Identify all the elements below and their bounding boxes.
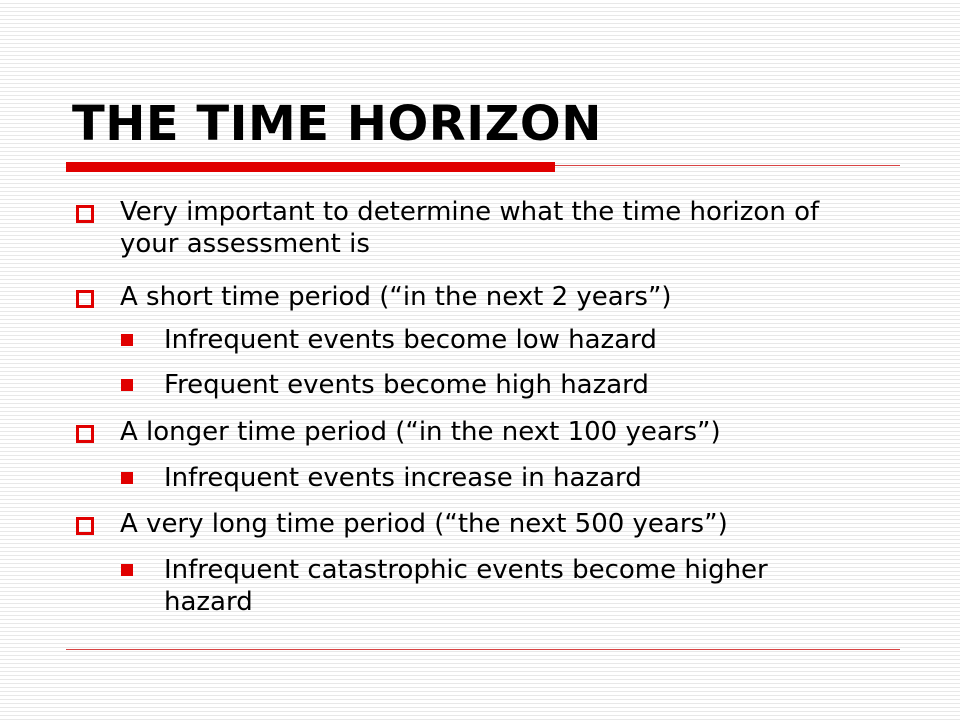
sub-bullet-item xyxy=(118,369,858,401)
sub-bullet-text: Infrequent catastrophic events become higher hazard xyxy=(164,555,768,617)
hollow-square-bullet-icon xyxy=(74,281,120,313)
slide-title: THE TIME HORIZON xyxy=(72,96,602,152)
filled-square-bullet-icon xyxy=(118,369,164,401)
hollow-square-bullet-icon xyxy=(74,196,120,228)
bullet-text: Very important to determine what the time horizon of your assessment is xyxy=(120,197,820,259)
filled-square-bullet-icon xyxy=(118,554,164,586)
bullet-text: A longer time period (“in the next 100 years”) xyxy=(120,417,721,447)
sub-bullet-text: Infrequent events become low hazard xyxy=(164,325,657,355)
bullet-item xyxy=(74,508,894,540)
footer-rule xyxy=(66,649,900,650)
sub-bullet-item xyxy=(118,462,858,494)
sub-bullet-text: Infrequent events increase in hazard xyxy=(164,463,642,493)
bullet-text: A short time period (“in the next 2 years”) xyxy=(120,282,672,312)
bullet-text: A very long time period (“the next 500 years”) xyxy=(120,509,728,539)
bullet-item xyxy=(74,281,854,313)
sub-bullet-item xyxy=(118,554,838,618)
bullet-item xyxy=(74,196,854,260)
hollow-square-bullet-icon xyxy=(74,508,120,540)
sub-bullet-item xyxy=(118,324,858,356)
sub-bullet-text: Frequent events become high hazard xyxy=(164,370,649,400)
hollow-square-bullet-icon xyxy=(74,416,120,448)
bullet-item xyxy=(74,416,854,448)
filled-square-bullet-icon xyxy=(118,462,164,494)
filled-square-bullet-icon xyxy=(118,324,164,356)
